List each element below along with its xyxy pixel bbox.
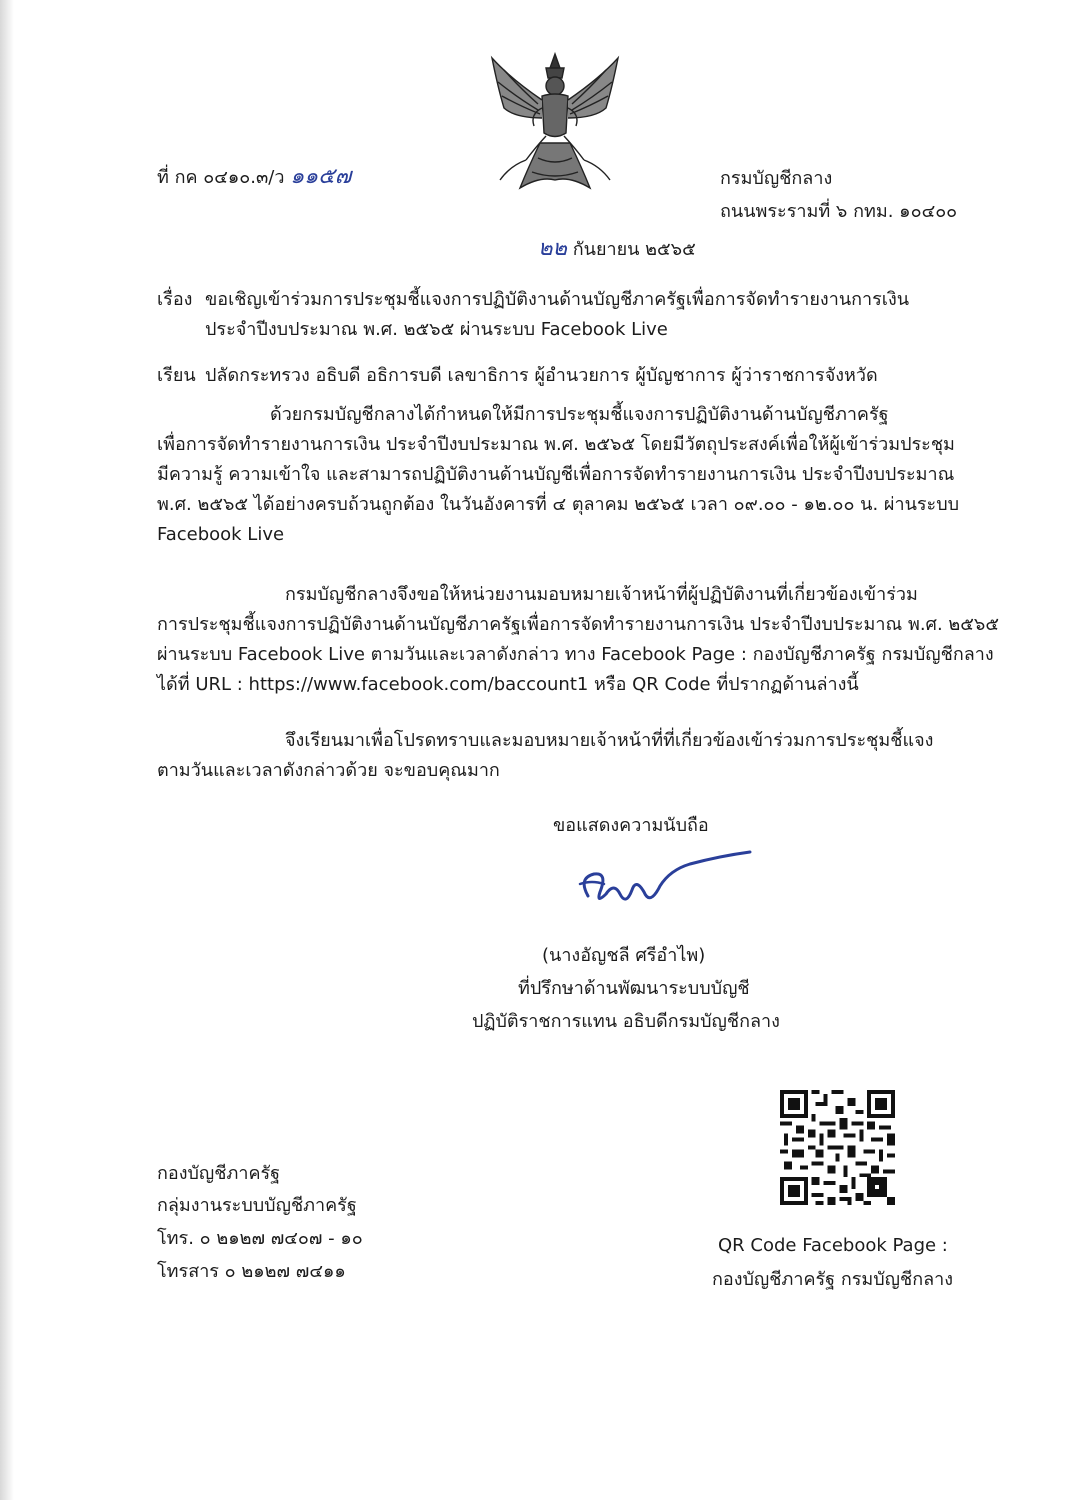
- paragraph-line: ผ่านระบบ Facebook Live ตามวันและเวลาดังกล่าว ทาง Facebook Page : กองบัญชีภาครัฐ กรมบัญชีกลาง: [157, 644, 994, 665]
- signature-icon: [570, 848, 760, 918]
- footer-group: กลุ่มงานระบบบัญชีภาครัฐ: [157, 1195, 357, 1216]
- paragraph-line: ตามวันและเวลาดังกล่าวด้วย จะขอบคุณมาก: [157, 760, 500, 781]
- paragraph-line: กรมบัญชีกลางจึงขอให้หน่วยงานมอบหมายเจ้าหน้าที่ผู้ปฏิบัติงานที่เกี่ยวข้องเข้าร่วม: [285, 584, 918, 605]
- paragraph-line: Facebook Live: [157, 524, 285, 545]
- qr-caption-line-2: กองบัญชีภาครัฐ กรมบัญชีกลาง: [712, 1269, 954, 1290]
- page-edge-shadow: [0, 0, 14, 1500]
- paragraph-line: การประชุมชี้แจงการปฏิบัติงานด้านบัญชีภาครัฐเพื่อการจัดทำรายงานการเงิน ประจำปีงบประมาณ พ.ศ. ๒๕๖๕: [157, 614, 999, 635]
- recipient-text: ปลัดกระทรวง อธิบดี อธิการบดี เลขาธิการ ผู้อำนวยการ ผู้บัญชาการ ผู้ว่าราชการจังหวัด: [205, 365, 878, 386]
- signer-acting-for: ปฏิบัติราชการแทน อธิบดีกรมบัญชีกลาง: [472, 1011, 780, 1032]
- footer-fax: โทรสาร ๐ ๒๑๒๗ ๗๔๑๑: [157, 1261, 346, 1282]
- agency-address: ถนนพระรามที่ ๖ กทม. ๑๐๔๐๐: [720, 201, 958, 222]
- footer-phone: โทร. ๐ ๒๑๒๗ ๗๔๐๗ - ๑๐: [157, 1228, 363, 1249]
- garuda-emblem-icon: [480, 48, 630, 198]
- closing-salutation: ขอแสดงความนับถือ: [553, 815, 709, 836]
- date-day-handwritten: ๒๒: [538, 236, 568, 261]
- signer-name: (นางอัญชลี ศรีอำไพ): [542, 945, 706, 966]
- paragraph-line: พ.ศ. ๒๕๖๕ ได้อย่างครบถ้วนถูกต้อง ในวันอังคารที่ ๔ ตุลาคม ๒๕๖๕ เวลา ๐๙.๐๐ - ๑๒.๐๐ น. ผ่านระบบ: [157, 494, 960, 515]
- paragraph-line: มีความรู้ ความเข้าใจ และสามารถปฏิบัติงานด้านบัญชีเพื่อการจัดทำรายงานการเงิน ประจำปีงบประมาณ: [157, 464, 955, 485]
- date-month-year: กันยายน ๒๕๖๕: [572, 239, 696, 260]
- reference-number-handwritten: ๑๑๕๗: [290, 164, 352, 189]
- paragraph-line: ได้ที่ URL : https://www.facebook.com/baccount1 หรือ QR Code ที่ปรากฏด้านล่างนี้: [157, 674, 859, 695]
- reference-number: [157, 163, 351, 192]
- footer-division: กองบัญชีภาครัฐ: [157, 1163, 281, 1184]
- body-paragraph-3: [157, 726, 933, 786]
- qr-caption-line-1: QR Code Facebook Page :: [718, 1235, 948, 1256]
- recipient-label: เรียน: [157, 365, 196, 386]
- signer-position: ที่ปรึกษาด้านพัฒนาระบบบัญชี: [518, 978, 750, 999]
- paragraph-line: ด้วยกรมบัญชีกลางได้กำหนดให้มีการประชุมชี้แจงการปฏิบัติงานด้านบัญชีภาครัฐ: [270, 404, 889, 425]
- reference-prefix: ที่ กค ๐๔๑๐.๓/ว: [157, 167, 285, 188]
- agency-name: กรมบัญชีกลาง: [720, 168, 833, 189]
- body-paragraph-2: [157, 580, 999, 700]
- letter-date: [538, 235, 696, 264]
- subject-line-2: ประจำปีงบประมาณ พ.ศ. ๒๕๖๕ ผ่านระบบ Facebook Live: [205, 319, 668, 340]
- body-paragraph-1: [157, 400, 959, 550]
- paragraph-line: เพื่อการจัดทำรายงานการเงิน ประจำปีงบประมาณ พ.ศ. ๒๕๖๕ โดยมีวัตถุประสงค์เพื่อให้ผู้เข้าร่วมประชุม: [157, 434, 955, 455]
- qr-code-icon: [780, 1090, 895, 1205]
- subject-line-1: ขอเชิญเข้าร่วมการประชุมชี้แจงการปฏิบัติงานด้านบัญชีภาครัฐเพื่อการจัดทำรายงานการเงิน: [205, 289, 910, 310]
- paragraph-line: จึงเรียนมาเพื่อโปรดทราบและมอบหมายเจ้าหน้าที่ที่เกี่ยวข้องเข้าร่วมการประชุมชี้แจง: [285, 730, 934, 751]
- subject-label: เรื่อง: [157, 289, 193, 310]
